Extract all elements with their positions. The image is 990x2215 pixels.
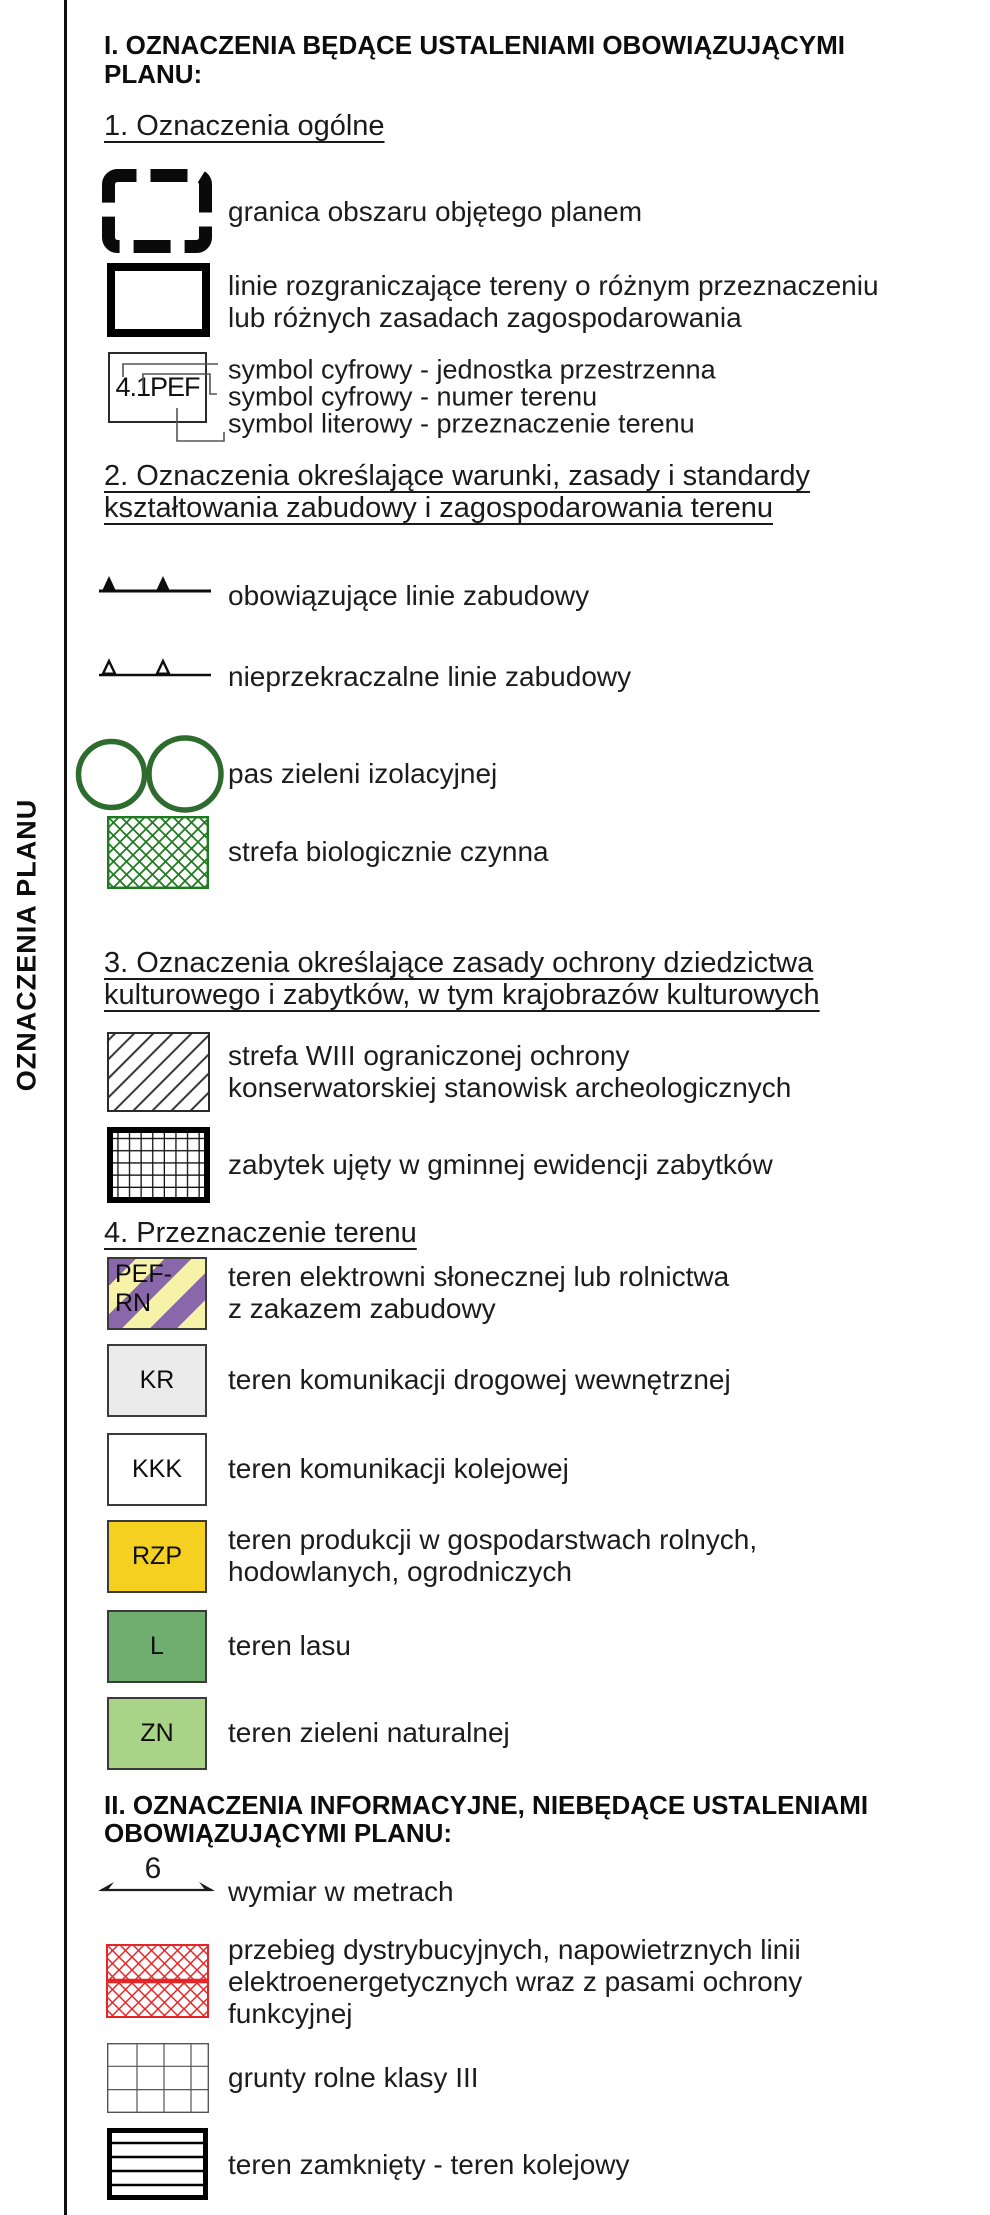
max-building-line-label: nieprzekraczalne linie zabudowy bbox=[228, 661, 632, 692]
pef-rn-code: PEF-RN bbox=[115, 1260, 172, 1317]
dividing-lines-label bbox=[228, 270, 879, 334]
pef-rn-swatch bbox=[107, 1257, 207, 1330]
closed-area-symbol bbox=[107, 2128, 208, 2200]
green-belt-label: pas zieleni izolacyjnej bbox=[228, 758, 498, 789]
kkk-code: KKK bbox=[131, 1455, 183, 1483]
power-lines-label-line3: funkcyjnej bbox=[228, 1998, 353, 2029]
unit-symbol-label-line1: symbol cyfrowy - jednostka przestrzenna bbox=[228, 354, 716, 385]
unit-symbol-code: 4.1PEF bbox=[115, 372, 200, 402]
section3-heading-line2: kulturowego i zabytków, w tym krajobrazów kulturowych bbox=[104, 979, 820, 1011]
green-belt-symbol bbox=[74, 735, 226, 815]
unit-symbol-label bbox=[228, 354, 716, 439]
section1-heading: 1. Oznaczenia ogólne bbox=[104, 110, 385, 142]
section4-heading: 4. Przeznaczenie terenu bbox=[104, 1217, 417, 1249]
archeo-zone-label-line2: konserwatorskiej stanowisk archeologicznych bbox=[228, 1072, 792, 1103]
rzp-label bbox=[228, 1524, 757, 1588]
plan-boundary-label: granica obszaru objętego planem bbox=[228, 196, 643, 227]
zn-code: ZN bbox=[140, 1719, 174, 1747]
power-lines-symbol bbox=[106, 1944, 209, 2018]
kkk-label: teren komunikacji kolejowej bbox=[228, 1453, 569, 1484]
unit-symbol-label-line2: symbol cyfrowy - numer terenu bbox=[228, 381, 598, 412]
kkk-swatch bbox=[107, 1433, 207, 1506]
monument-label: zabytek ujęty w gminnej ewidencji zabytków bbox=[228, 1149, 773, 1180]
kr-swatch bbox=[107, 1344, 207, 1417]
zn-label: teren zieleni naturalnej bbox=[228, 1717, 510, 1748]
dividing-lines-label-line1: linie rozgraniczające tereny o różnym przeznaczeniu bbox=[228, 270, 879, 301]
pef-rn-label bbox=[228, 1261, 729, 1325]
unit-symbol-leader-lines bbox=[95, 340, 240, 455]
power-lines-label-line1: przebieg dystrybucyjnych, napowietrznych linii bbox=[228, 1934, 801, 1965]
pef-rn-label-line1: teren elektrowni słonecznej lub rolnictwa bbox=[228, 1261, 730, 1292]
bio-active-label: strefa biologicznie czynna bbox=[228, 836, 549, 867]
dimension-label: wymiar w metrach bbox=[228, 1876, 454, 1907]
archeo-zone-symbol bbox=[107, 1032, 210, 1112]
sidebar-divider-line bbox=[64, 0, 67, 2215]
l-code: L bbox=[150, 1632, 164, 1660]
mandatory-building-line-label: obowiązujące linie zabudowy bbox=[228, 580, 590, 611]
power-lines-label-line2: elektroenergetycznych wraz z pasami ochrony bbox=[228, 1966, 803, 1997]
max-building-line-symbol bbox=[99, 656, 213, 678]
monument-symbol bbox=[107, 1127, 210, 1203]
rzp-swatch bbox=[107, 1520, 207, 1593]
plan-boundary-symbol bbox=[101, 168, 213, 254]
zn-swatch bbox=[107, 1697, 207, 1770]
part2-title-line1: II. OZNACZENIA INFORMACYJNE, NIEBĘDĄCE USTALENIAMI bbox=[104, 1790, 869, 1820]
farmland-symbol bbox=[107, 2043, 209, 2113]
rzp-code: RZP bbox=[132, 1542, 182, 1570]
mandatory-building-line-symbol bbox=[99, 572, 213, 594]
part1-title-line2: PLANU: bbox=[104, 59, 203, 89]
sidebar-vertical-title: OZNACZENIA PLANU bbox=[11, 798, 42, 1092]
kr-label: teren komunikacji drogowej wewnętrznej bbox=[228, 1364, 731, 1395]
unit-symbol-label-line3: symbol literowy - przeznaczenie terenu bbox=[228, 408, 695, 439]
bio-active-symbol bbox=[107, 816, 209, 889]
l-label: teren lasu bbox=[228, 1630, 351, 1661]
dimension-value: 6 bbox=[144, 1852, 162, 1885]
archeo-zone-label bbox=[228, 1040, 791, 1104]
rzp-label-line2: hodowlanych, ogrodniczych bbox=[228, 1556, 572, 1587]
section2-heading-line1: 2. Oznaczenia określające warunki, zasady i standardy bbox=[104, 460, 811, 492]
pef-rn-label-line2: z zakazem zabudowy bbox=[228, 1293, 496, 1324]
dimension-symbol bbox=[95, 1848, 225, 1900]
dividing-lines-symbol bbox=[107, 263, 210, 337]
section3-heading-line1: 3. Oznaczenia określające zasady ochrony dziedzictwa bbox=[104, 947, 814, 979]
closed-area-label: teren zamknięty - teren kolejowy bbox=[228, 2149, 630, 2180]
l-swatch bbox=[107, 1610, 207, 1683]
part1-title-line1: I. OZNACZENIA BĘDĄCE USTALENIAMI OBOWIĄZUJĄCYMI bbox=[104, 30, 845, 60]
farmland-label: grunty rolne klasy III bbox=[228, 2062, 479, 2093]
kr-code: KR bbox=[139, 1366, 175, 1394]
rzp-label-line1: teren produkcji w gospodarstwach rolnych, bbox=[228, 1524, 758, 1555]
part2-title-line2: OBOWIĄZUJĄCYMI PLANU: bbox=[104, 1818, 453, 1848]
section2-heading-line2: kształtowania zabudowy i zagospodarowania terenu bbox=[104, 492, 774, 524]
dividing-lines-label-line2: lub różnych zasadach zagospodarowania bbox=[228, 302, 742, 333]
power-lines-label bbox=[228, 1934, 802, 2030]
archeo-zone-label-line1: strefa WIII ograniczonej ochrony bbox=[228, 1040, 630, 1071]
